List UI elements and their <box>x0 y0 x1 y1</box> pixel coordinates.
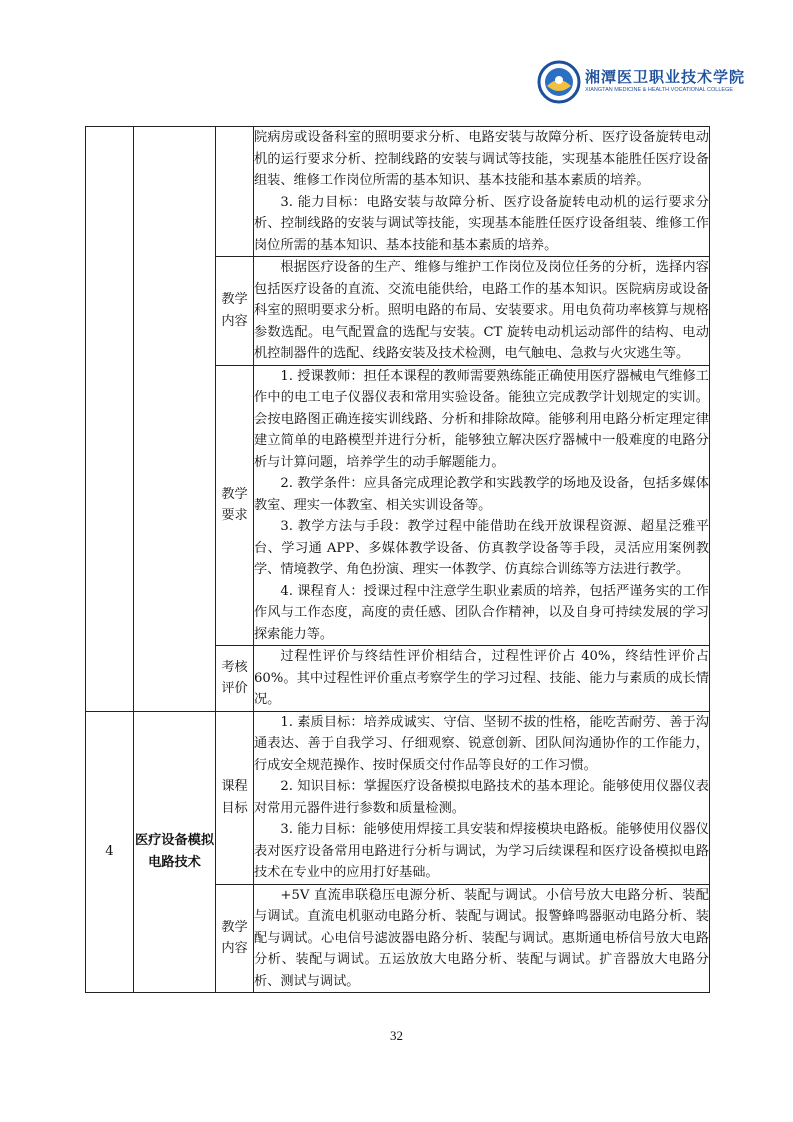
requirement-conditions: 2. 教学条件：应具备完成理论教学和实践教学的场地及设备，包括多媒体教室、理实一体教室、相关实训设备等。 <box>254 476 709 513</box>
requirement-education: 4. 课程育人：授课过程中注意学生职业素质的培养，包括严谨务实的工作作风与工作态度，高度的责任感、团队合作精神，以及自身可持续发展的学习探索能力等。 <box>254 583 709 642</box>
course-name-cell <box>134 127 216 712</box>
course-content-label: 教学内容 <box>216 884 254 993</box>
ability-goal-text: 3. 能力目标：能够使用焊接工具安装和焊接模块电路板。能够使用仪器仪表对医疗设备常用电路进行分析与调试，为学习后续课程和医疗设备模拟电路技术在专业中的应用打好基础。 <box>254 822 709 880</box>
college-emblem-icon <box>537 60 581 104</box>
table-row <box>86 127 710 257</box>
course-name: 医疗设备模拟电路技术 <box>134 711 216 993</box>
course-number: 4 <box>86 711 134 993</box>
category-cell <box>216 127 254 257</box>
teaching-requirements-label: 教学要求 <box>216 365 254 646</box>
requirement-teacher: 1. 授课教师：担任本课程的教师需要熟练能正确使用医疗器械电气维修工作中的电工电子仪器仪表和常用实验设备。能独立完成教学计划规定的实训。会按电路图正确连接实训线路、分析和排除故障。能够利用电路分析定理定律建立简单的电路模型并进行分析，能够独立解决医疗器械中一般难度的电路分析与计算问题，培养学生的动手解题能力。 <box>254 368 709 470</box>
school-name-en: XIANGTAN MEDICINE & HEALTH VOCATIONAL COLLEGE <box>585 87 734 93</box>
teaching-requirements-cell <box>254 365 710 646</box>
goals-continued-text: 院病房或设备科室的照明要求分析、电路安装与故障分析、医疗设备旋转电动机的运行要求分析、控制线路的安装与调试等技能，实现基本能胜任医疗设备组装、维修工作岗位所需的基本知识、基本技能和基本素质的培养。 <box>254 130 709 188</box>
teaching-content-cell <box>254 257 710 366</box>
course-content-text: +5V 直流串联稳压电源分析、装配与调试。小信号放大电路分析、装配与调试。直流电机驱动电路分析、装配与调试。报警蜂鸣器驱动电路分析、装配与调试。心电信号滤波器电路分析、装配与调试。惠斯通电桥信号放大电路分析、装配与调试。五运放放大电路分析、装配与调试。扩音器放大电路分析、测试与调试。 <box>254 887 709 989</box>
ability-goal-text: 3. 能力目标：电路安装与故障分析、医疗设备旋转电动机的运行要求分析、控制线路的安装与调试等技能，实现基本能胜任医疗设备组装、维修工作岗位所需的基本知识、基本技能和基本素质的培养。 <box>254 194 709 253</box>
assessment-cell <box>254 646 710 712</box>
course-goals-label: 课程目标 <box>216 711 254 884</box>
requirement-methods: 3. 教学方法与手段：教学过程中能借助在线开放课程资源、超星泛雅平台、学习通 APP、多媒体教学设备、仿真教学设备等手段，灵活应用案例教学、情境教学、角色扮演、理实一体教学、仿真综合训练等方法进行教学。 <box>254 519 709 577</box>
page-number: 32 <box>390 1028 403 1043</box>
assessment-text: 过程性评价与终结性评价相结合，过程性评价占 40%，终结性评价占 60%。其中过程性评价重点考察学生的学习过程、技能、能力与素质的成长情况。 <box>254 649 709 707</box>
course-goals-cell <box>254 711 710 884</box>
row-number-cell <box>86 127 134 712</box>
course-content-cell <box>254 884 710 993</box>
course-table <box>85 126 710 993</box>
goals-continued-cell <box>254 127 710 257</box>
school-name-cn: 湘潭医卫职业技术学院 <box>585 68 746 86</box>
college-logo <box>537 60 746 106</box>
table-row <box>86 711 710 884</box>
teaching-content-label: 教学内容 <box>216 257 254 366</box>
knowledge-goal-text: 2. 知识目标：掌握医疗设备模拟电路技术的基本理论。能够使用仪器仪表对常用元器件进行参数和质量检测。 <box>254 779 709 816</box>
assessment-label: 考核评价 <box>216 646 254 712</box>
quality-goal-text: 1. 素质目标：培养成诚实、守信、坚韧不拔的性格，能吃苦耐劳、善于沟通表达、善于自我学习、仔细观察、锐意创新、团队间沟通协作的工作能力，行成安全规范操作、按时保质交付作品等良好的工作习惯。 <box>254 714 709 773</box>
teaching-content-text: 根据医疗设备的生产、维修与维护工作岗位及岗位任务的分析，选择内容包括医疗设备的直流、交流电能供给，电路工作的基本知识。医院病房或设备科室的照明要求分析。照明电路的布局、安装要求。用电负荷功率核算与规格参数选配。电气配置盒的选配与安装。CT 旋转电动机运动部件的结构、电动机控制器件的选配、线路安装及技术检测，电气触电、急救与火灾逃生等。 <box>254 260 709 361</box>
